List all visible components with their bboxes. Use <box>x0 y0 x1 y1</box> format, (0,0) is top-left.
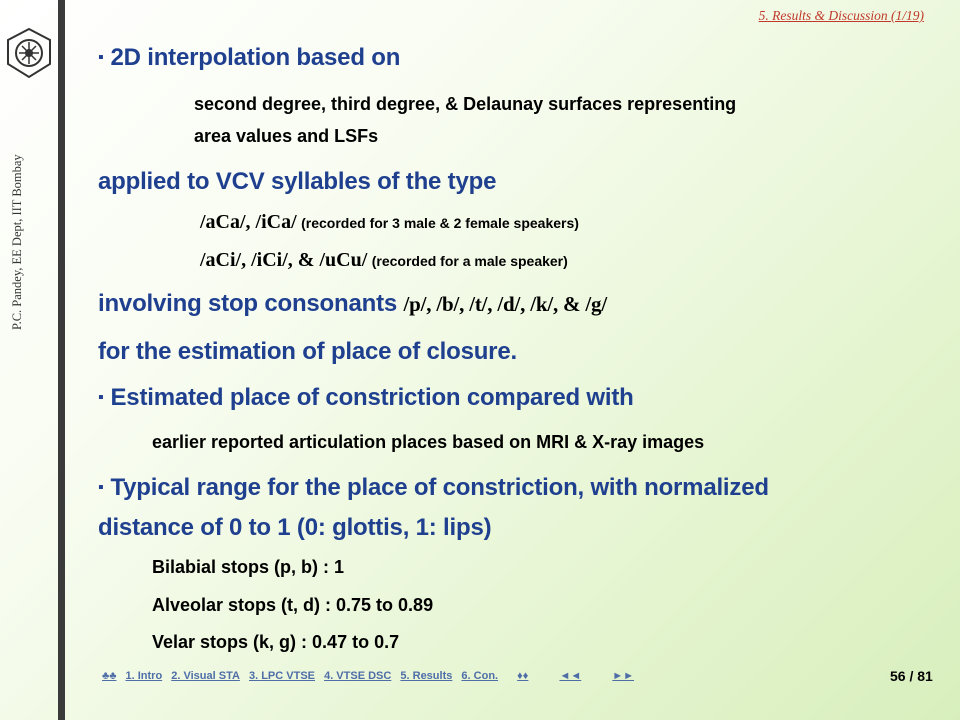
iit-bombay-logo <box>4 26 54 80</box>
applied-line: applied to VCV syllables of the type <box>98 168 497 195</box>
navigation-bar <box>102 670 640 682</box>
bullet-icon: ▪ <box>98 389 104 406</box>
page-number: 56 / 81 <box>890 668 933 684</box>
mri-line: earlier reported articulation places based on MRI & X-ray images <box>152 432 705 452</box>
stop-consonants: /p/, /b/, /t/, /d/, /k/, & /g/ <box>403 292 607 316</box>
section-title: 5. Results & Discussion (1/19) <box>758 8 924 23</box>
left-border-bar <box>58 0 65 720</box>
estimation-line: for the estimation of place of closure. <box>98 338 517 365</box>
bullet-text: Typical range for the place of constriction, with normalized <box>110 474 769 501</box>
range-velar: Velar stops (k, g) : 0.47 to 0.7 <box>152 632 400 652</box>
vcv-syllables-2: /aCi/, /iCi/, & /uCu/ <box>200 249 368 271</box>
nav-results-link[interactable]: 5. Results <box>400 670 453 682</box>
range-bilabial: Bilabial stops (p, b) : 1 <box>152 557 345 577</box>
nav-vtse-dsc-link[interactable]: 4. VTSE DSC <box>324 670 392 682</box>
nav-con-link[interactable]: 6. Con. <box>461 670 499 682</box>
vcv-syllables-1: /aCa/, /iCa/ <box>200 211 297 233</box>
nav-lpc-vtse-link[interactable]: 3. LPC VTSE <box>248 670 316 682</box>
surfaces-line-2: area values and LSFs <box>194 126 379 146</box>
nav-intro-link[interactable]: 1. Intro <box>125 670 163 682</box>
surfaces-line-1: second degree, third degree, & Delaunay surfaces representing <box>194 94 737 114</box>
involving-line <box>98 290 607 318</box>
vcv-line-1 <box>200 211 579 234</box>
nav-visual-sta-link[interactable]: 2. Visual STA <box>171 670 240 682</box>
bullet-text: 2D interpolation based on <box>110 44 401 71</box>
nav-next-link[interactable]: ►► <box>612 670 635 682</box>
vcv-note-2: (recorded for a male speaker) <box>371 253 568 269</box>
vcv-note-1: (recorded for 3 male & 2 female speakers) <box>301 215 579 231</box>
vcv-line-2 <box>200 249 568 272</box>
bullet-2d-interpolation <box>98 44 400 72</box>
involving-text: involving stop consonants <box>98 290 398 317</box>
author-sidebar-text: P.C. Pandey, EE Dept, IIT Bombay <box>10 154 24 330</box>
bullet-estimated-place <box>98 384 634 412</box>
bullet-text: Estimated place of constriction compared with <box>110 384 634 411</box>
bullet-typical-range <box>98 474 769 502</box>
nav-last-link[interactable]: ♦♦ <box>517 670 529 682</box>
typical-range-line-2: distance of 0 to 1 (0: glottis, 1: lips) <box>98 514 492 541</box>
bullet-icon: ▪ <box>98 49 104 66</box>
nav-first-link[interactable]: ♣♣ <box>102 670 117 682</box>
range-alveolar: Alveolar stops (t, d) : 0.75 to 0.89 <box>152 595 434 615</box>
nav-prev-link[interactable]: ◄◄ <box>559 670 582 682</box>
bullet-icon: ▪ <box>98 479 104 496</box>
